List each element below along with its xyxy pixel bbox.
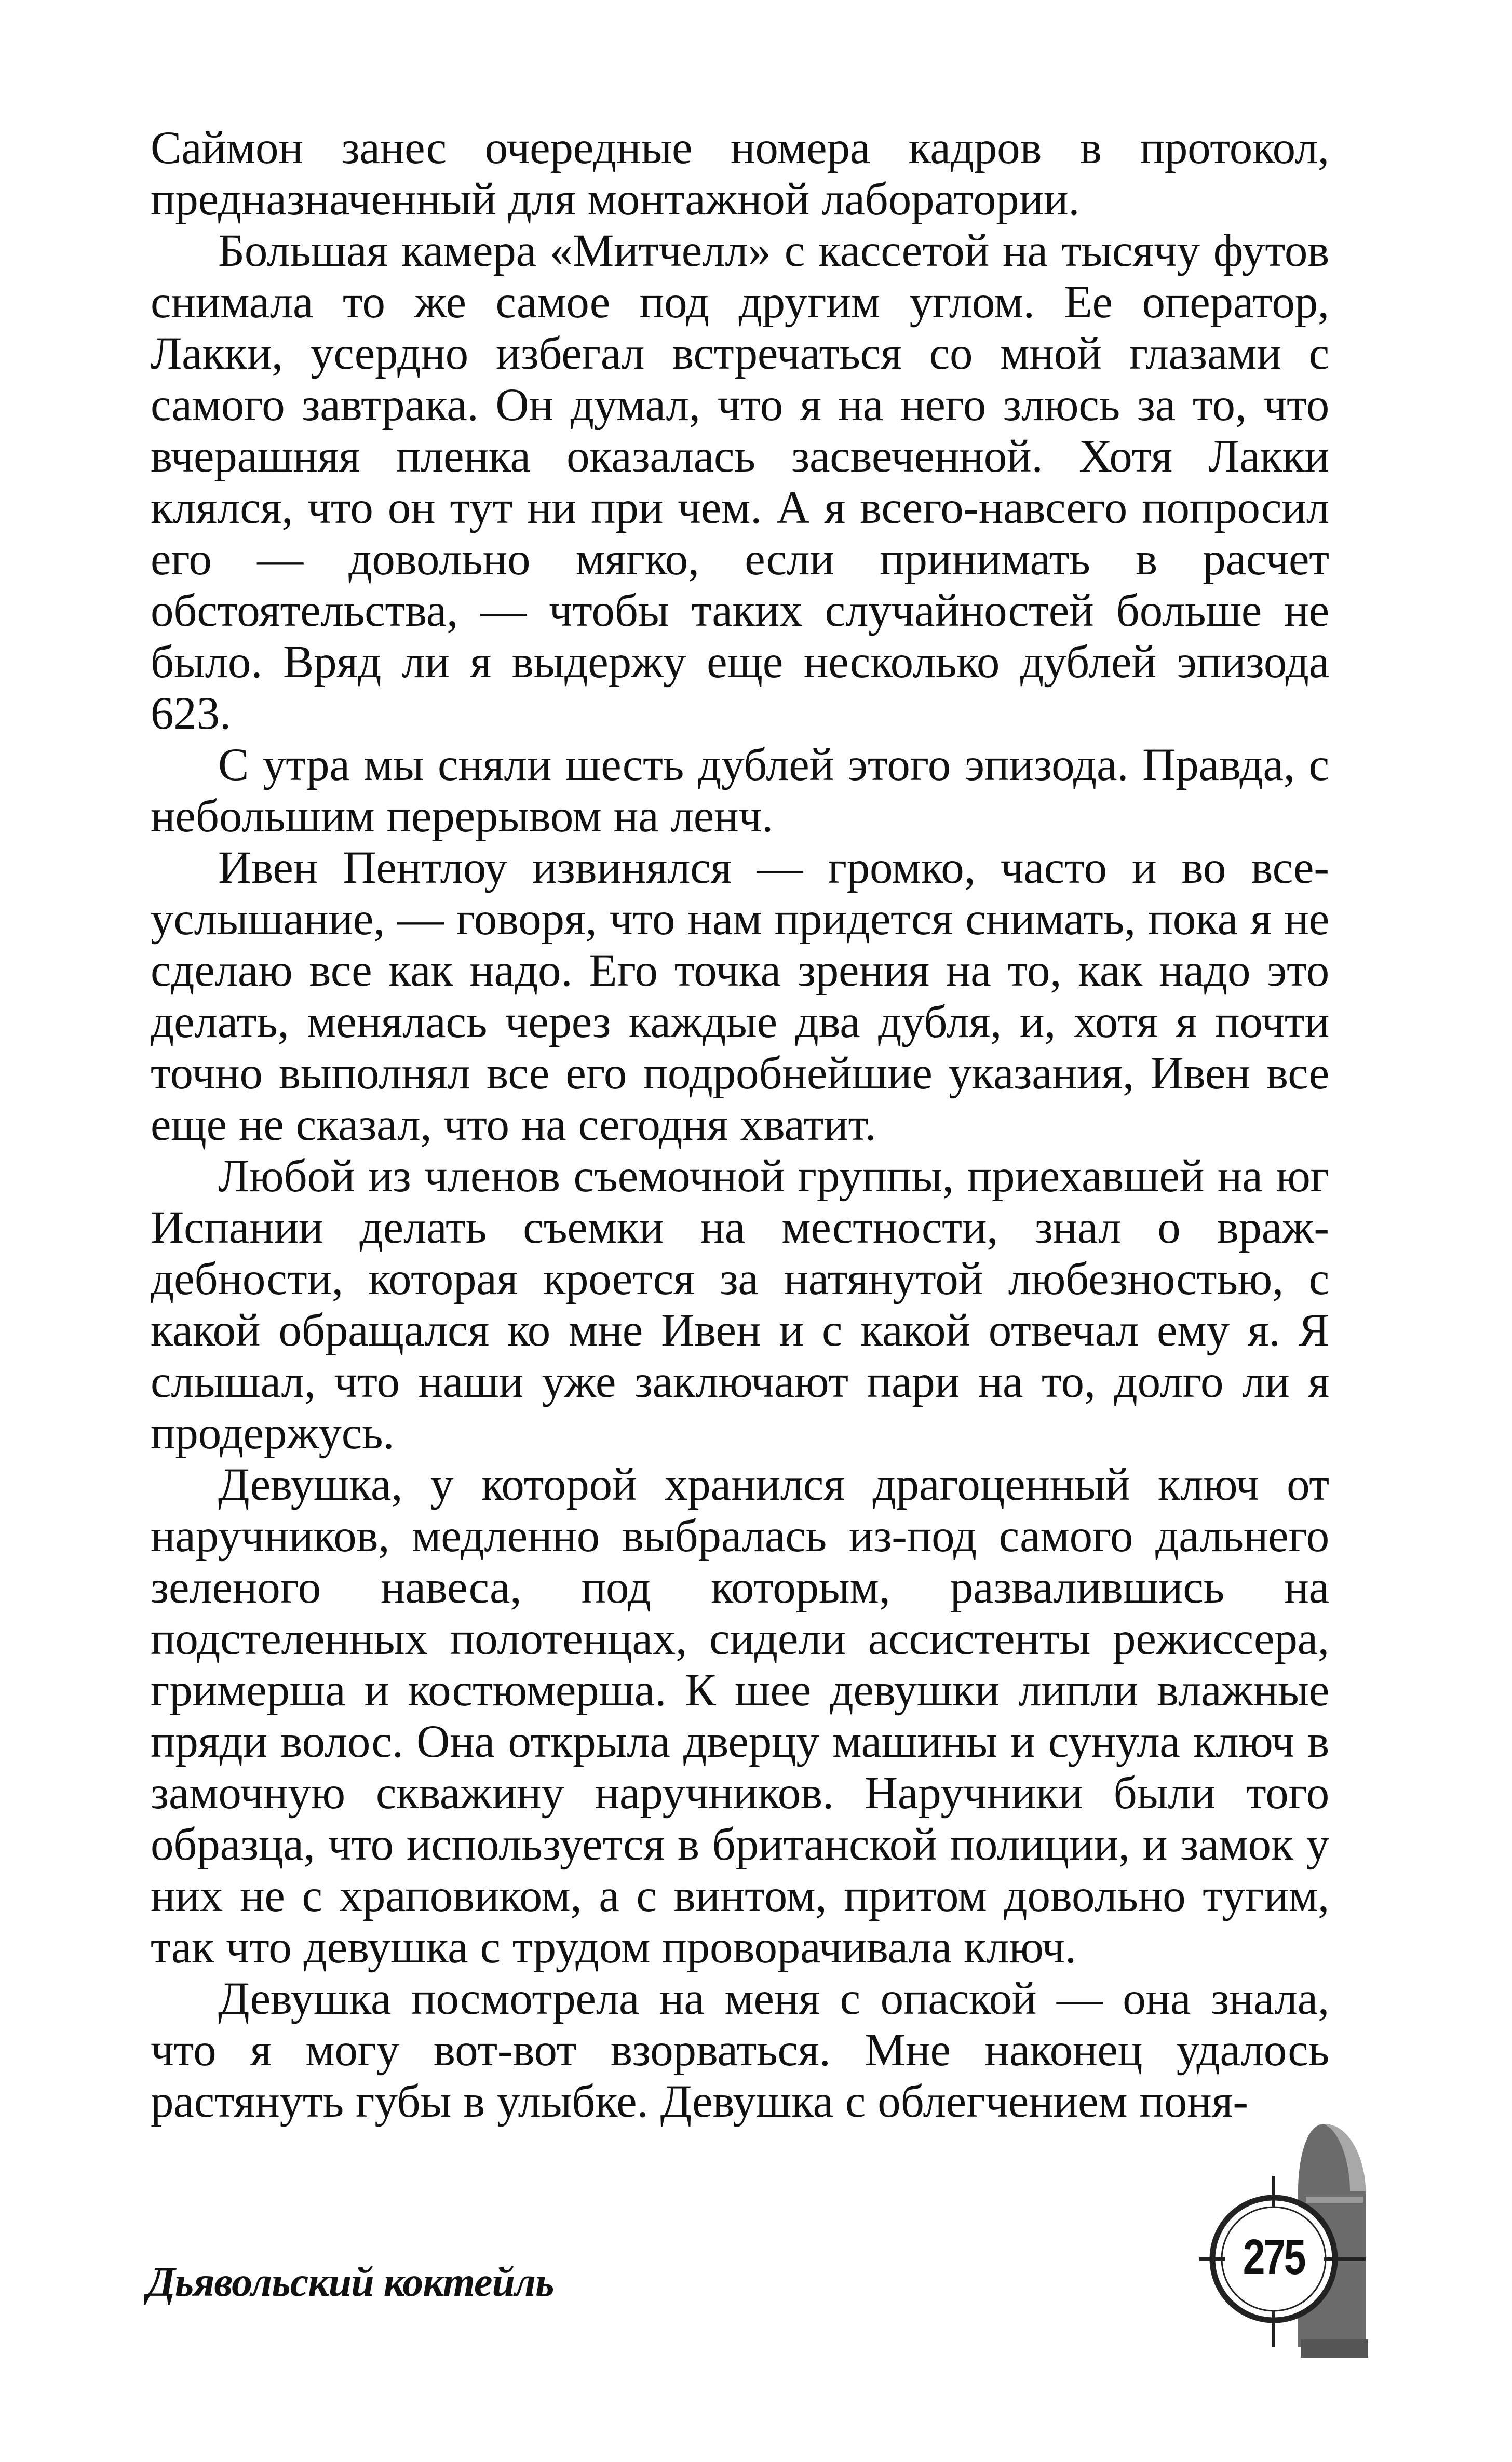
page-number: 275 xyxy=(1243,2229,1305,2285)
paragraph: Девушка посмотрела на меня с опаской — она знала, что я могу вот-вот взорваться. Мне наконец удалось растянуть губы в улыбке. Девушка с облегчением поня- xyxy=(151,1973,1329,2127)
body-text xyxy=(151,123,1329,2128)
running-footer-title: Дьявольский коктейль xyxy=(147,2259,554,2305)
paragraph: Большая камера «Митчелл» с кассетой на тысячу футов снимала то же самое под другим углом. Ее оператор, Лакки, усердно избегал встречаться со мной глазами с самого завтрака. Он думал, что я на него злюсь за то, что вчерашняя пленка оказалась засвеченной. Хотя Лакки клялся, что он тут ни при чем. А я всего-навсего попросил его — довольно мягко, если принимать в расчет обстоятельства, — чтобы таких случайностей больше не было. Вряд ли я выдержу еще несколько дублей эпизода 623. xyxy=(151,225,1329,739)
paragraph: Любой из членов съемочной группы, приехавшей на юг Испании делать съемки на местности, знал о враждебности, которая кроется за натянутой любезностью, с какой обращался ко мне Ивен и с какой отвечал ему я. Я слышал, что наши уже заключают пари на то, долго ли я продержусь. xyxy=(151,1151,1329,1459)
paragraph: С утра мы сняли шесть дублей этого эпизода. Правда, с небольшим перерывом на ленч. xyxy=(151,739,1329,842)
paragraph: Саймон занес очередные номера кадров в протокол, предназначенный для монтажной лаборатории. xyxy=(151,123,1329,225)
paragraph: Девушка, у которой хранился драгоценный ключ от наручников, медленно выбралась из-под самого дальнего зеленого навеса, под которым, развалившись на подстеленных полотенцах, сидели ассистенты режиссера, гримерша и костюмерша. К шее девушки липли влажные пряди волос. Она открыла дверцу машины и сунула ключ в замочную скважину наручников. Наручники были того образца, что используется в британской полиции, и замок у них не с храповиком, а с винтом, притом довольно тугим, так что девушка с трудом проворачивала ключ. xyxy=(151,1459,1329,1973)
paragraph: Ивен Пентлоу извинялся — громко, часто и во всеуслышание, — говоря, что нам придется снимать, пока я не сделаю все как надо. Его точка зрения на то, как надо это делать, менялась через каждые два дубля, и, хотя я почти точно выполнял все его подробнейшие указания, Ивен все еще не сказал, что на сегодня хватит. xyxy=(151,842,1329,1150)
